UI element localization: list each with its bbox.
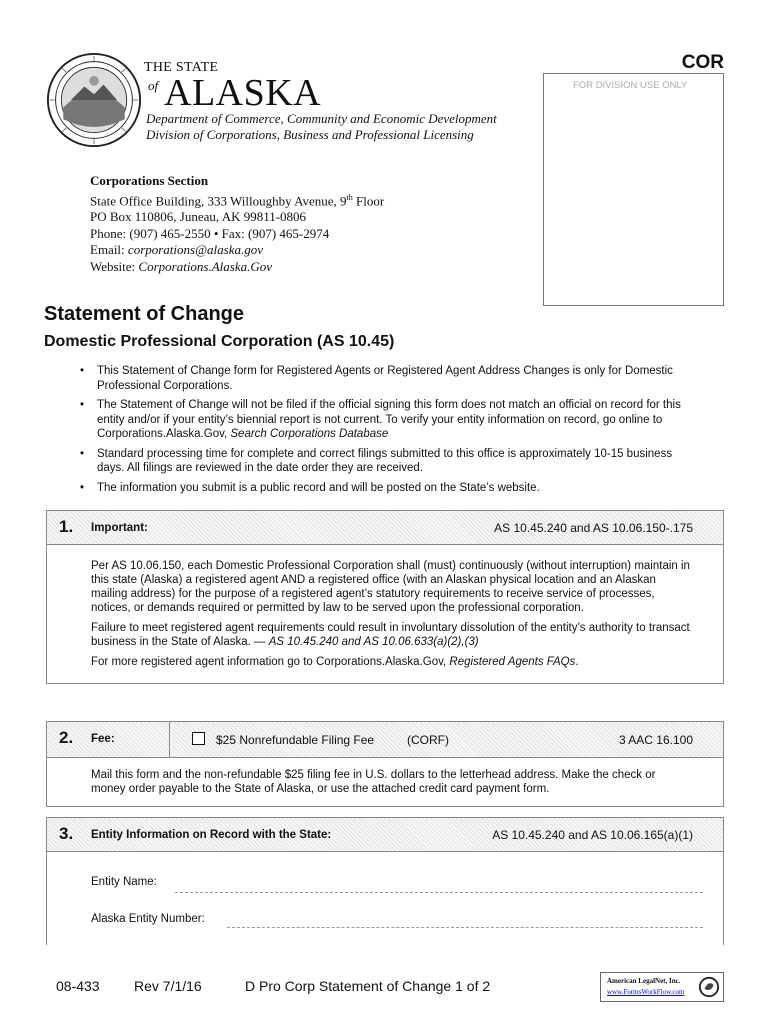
contact-block xyxy=(90,173,384,275)
state-seal-icon xyxy=(46,52,142,148)
department-name: Department of Commerce, Community and Economic Development xyxy=(146,111,497,126)
section-fee xyxy=(46,721,724,807)
legalnet-logo-icon xyxy=(698,976,720,998)
section-reference: 3 AAC 16.100 xyxy=(618,733,693,747)
paragraph: Per AS 10.06.150, each Domestic Professional Corporation shall (must) continuously (without interruption) maintain in this state (Alaska) a registered agent AND a registered office (with an Alaskan physical location and an Alaskan mailing address) for the purpose of a registered agent’s statutory requirements to receive service of processes, notices, or demands required or permitted by law to be served upon the professional corporation. xyxy=(91,560,690,614)
website-link[interactable]: Corporations.Alaska.Gov xyxy=(138,258,273,274)
fee-code: (CORF) xyxy=(407,733,449,747)
division-use-label: FOR DIVISION USE ONLY xyxy=(573,80,688,91)
instructions-list xyxy=(80,364,700,500)
section-label: Entity Information on Record with the State: xyxy=(91,829,332,841)
address-line2: PO Box 110806, Juneau, AK 99811-0806 xyxy=(90,209,307,225)
list-item: • Standard processing time for complete and correct filings submitted to this office is approximately 10-15 business days. All filings are reviewed in the date order they are received. xyxy=(80,447,700,476)
section-number: 2. xyxy=(59,728,74,747)
list-item: • This Statement of Change form for Registered Agents or Registered Agent Address Changes is only for Domestic Professional Corporations. xyxy=(80,364,700,393)
legalnet-name: American LegalNet, Inc. xyxy=(607,977,681,985)
paragraph: Failure to meet registered agent requirements could result in involuntary dissolution of the entity’s authority to transact business in the State of Alaska. — AS 10.45.240 and AS 10.06.633(a)(2),(3) xyxy=(91,622,690,648)
section-body xyxy=(47,545,723,683)
entity-number-row xyxy=(47,908,723,946)
section-reference: AS 10.45.240 and AS 10.06.165(a)(1) xyxy=(492,828,693,842)
section-reference: AS 10.45.240 and AS 10.06.150-.175 xyxy=(494,521,693,535)
revision: Rev 7/1/16 xyxy=(134,978,202,994)
section-header xyxy=(47,722,723,758)
form-subtitle: Domestic Professional Corporation (AS 10.45) xyxy=(44,333,395,350)
entity-name-field[interactable] xyxy=(175,892,703,893)
email-link[interactable]: corporations@alaska.gov xyxy=(127,242,264,258)
entity-number-label: Alaska Entity Number: xyxy=(91,913,205,925)
section-label: Fee: xyxy=(91,733,115,745)
divider xyxy=(169,722,170,757)
section-header xyxy=(47,818,723,852)
section-body xyxy=(47,758,723,806)
fee-checkbox[interactable] xyxy=(192,732,205,745)
phone-line: Phone: (907) 465-2550 • Fax: (907) 465-2974 xyxy=(90,225,330,241)
entity-number-field[interactable] xyxy=(227,927,703,928)
division-use-box xyxy=(543,73,724,306)
list-item: • The information you submit is a public record and will be posted on the State’s website. xyxy=(80,481,700,496)
section-label: Important: xyxy=(91,522,148,534)
legalnet-badge xyxy=(600,972,724,1002)
entity-name-row xyxy=(47,870,723,908)
section-number: 1. xyxy=(59,517,74,536)
address-line1: State Office Building, 333 Willoughby Avenue, 9th Floor xyxy=(90,192,385,208)
state-name: ALASKA xyxy=(164,72,322,114)
section-important xyxy=(46,510,724,684)
section-header xyxy=(47,511,723,545)
entity-name-label: Entity Name: xyxy=(91,876,157,888)
paragraph: Mail this form and the non-refundable $25 filing fee in U.S. dollars to the letterhead address. Make the check or money order payable to the State of Alaska, or use the attached credit card payment form. xyxy=(91,769,656,795)
page-title: D Pro Corp Statement of Change 1 of 2 xyxy=(245,978,491,994)
of-text: of xyxy=(148,78,159,93)
the-state-text: THE STATE xyxy=(144,60,219,75)
form-code: COR xyxy=(681,52,724,73)
form-title: Statement of Change xyxy=(44,303,245,325)
fee-text: $25 Nonrefundable Filing Fee xyxy=(216,733,375,747)
website-line: Website: Corporations.Alaska.Gov xyxy=(90,258,273,274)
section-entity-info xyxy=(46,817,724,945)
email-line: Email: corporations@alaska.gov xyxy=(90,242,264,258)
section-number: 3. xyxy=(59,824,74,843)
section-name: Corporations Section xyxy=(90,173,209,188)
list-item: • The Statement of Change will not be filed if the official signing this form does not match an official on record for this entity and/or if your entity’s biennial report is not current. To verify your entity information on record, go online to Corporations.Alaska.Gov, Search Corporations Database xyxy=(80,398,700,442)
division-name: Division of Corporations, Business and Professional Licensing xyxy=(146,127,474,142)
legalnet-url[interactable]: www.FormsWorkFlow.com xyxy=(607,988,685,996)
form-number: 08-433 xyxy=(56,978,100,994)
paragraph: For more registered agent information go to Corporations.Alaska.Gov, Registered Agents FAQs. xyxy=(91,656,579,668)
